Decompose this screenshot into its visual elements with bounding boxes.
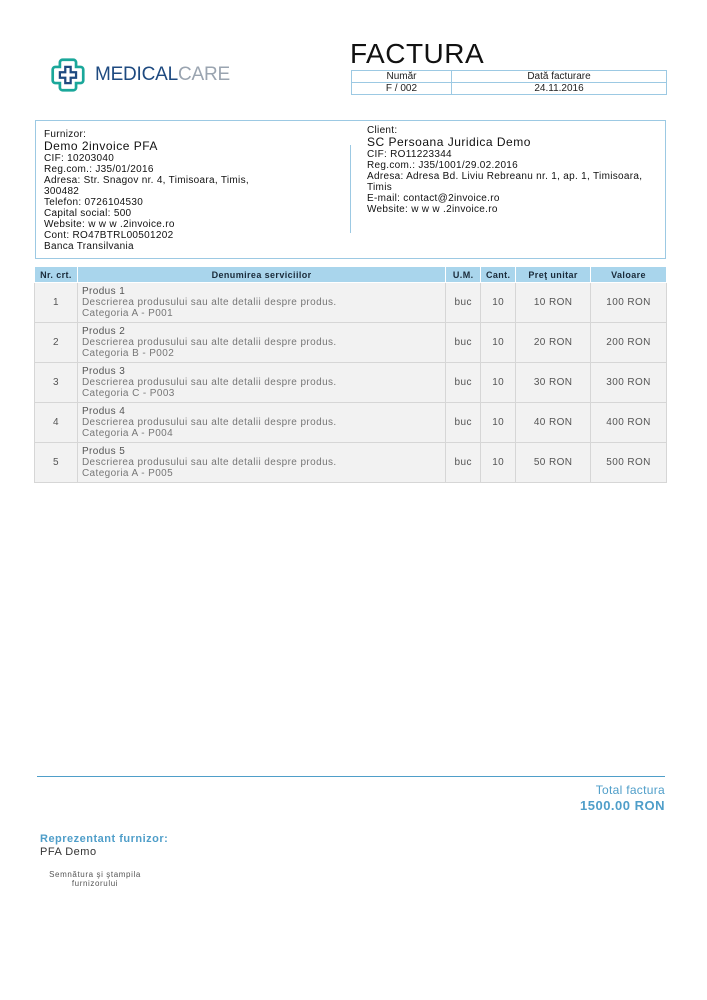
- col-header-um: U.M.: [446, 267, 481, 283]
- row-nr: 5: [35, 443, 78, 483]
- row-nr: 2: [35, 323, 78, 363]
- client-cif: CIF: RO11223344: [367, 149, 452, 160]
- signature-line2: furnizorului: [71, 879, 119, 888]
- row-um: buc: [446, 363, 481, 403]
- row-description-cell: [77, 443, 445, 483]
- client-address-line2: Timis: [367, 182, 393, 193]
- supplier-capital: Capital social: 500: [44, 208, 132, 219]
- product-description: Descrierea produsului sau alte detalii despre produs.: [81, 337, 337, 348]
- parties-divider: [350, 145, 351, 233]
- row-price: 20 RON: [516, 323, 591, 363]
- col-header-name: Denumirea serviciilor: [77, 267, 445, 283]
- items-header-row: [35, 267, 667, 283]
- table-row: [35, 323, 667, 363]
- row-description-cell: [77, 323, 445, 363]
- row-um: buc: [446, 403, 481, 443]
- product-description: Descrierea produsului sau alte detalii despre produs.: [81, 297, 337, 308]
- row-description-cell: [77, 363, 445, 403]
- product-name: Produs 2: [81, 326, 126, 337]
- table-row: [35, 403, 667, 443]
- row-price: 10 RON: [516, 283, 591, 323]
- invoice-number: F / 002: [352, 83, 452, 95]
- row-description-cell: [77, 283, 445, 323]
- invoice-number-label: Număr: [352, 71, 452, 83]
- supplier-account: Cont: RO47BTRL00501202: [44, 230, 174, 241]
- row-qty: 10: [481, 403, 516, 443]
- product-description: Descrierea produsului sau alte detalii despre produs.: [81, 417, 337, 428]
- col-header-price: Preţ unitar: [516, 267, 591, 283]
- row-value: 200 RON: [591, 323, 667, 363]
- col-header-qty: Cant.: [481, 267, 516, 283]
- invoice-date: 24.11.2016: [452, 83, 667, 95]
- invoice-meta-table: [351, 70, 667, 95]
- product-category: Categoria A - P005: [81, 468, 174, 479]
- row-nr: 1: [35, 283, 78, 323]
- row-value: 300 RON: [591, 363, 667, 403]
- invoice-date-label: Dată facturare: [452, 71, 667, 83]
- table-row: [35, 363, 667, 403]
- row-description-cell: [77, 403, 445, 443]
- logo-wordmark: [95, 64, 230, 86]
- row-nr: 4: [35, 403, 78, 443]
- supplier-block: [44, 129, 284, 252]
- total-value: 1500.00 RON: [580, 798, 665, 813]
- supplier-address-line2: 300482: [44, 186, 80, 197]
- client-name: SC Persoana Juridica Demo: [367, 135, 531, 149]
- row-um: buc: [446, 443, 481, 483]
- parties-box: [35, 120, 666, 259]
- col-header-nr: Nr. crt.: [35, 267, 78, 283]
- product-name: Produs 3: [81, 366, 126, 377]
- product-category: Categoria C - P003: [81, 388, 175, 399]
- medical-cross-logo-icon: [50, 56, 86, 94]
- product-category: Categoria B - P002: [81, 348, 175, 359]
- total-label: Total factura: [595, 783, 665, 797]
- representative-label: Reprezentant furnizor:: [40, 833, 169, 845]
- company-logo: [50, 55, 230, 95]
- product-category: Categoria A - P001: [81, 308, 174, 319]
- supplier-name: Demo 2invoice PFA: [44, 139, 158, 153]
- row-qty: 10: [481, 283, 516, 323]
- row-qty: 10: [481, 323, 516, 363]
- row-qty: 10: [481, 443, 516, 483]
- row-value: 500 RON: [591, 443, 667, 483]
- product-description: Descrierea produsului sau alte detalii despre produs.: [81, 377, 337, 388]
- row-price: 50 RON: [516, 443, 591, 483]
- product-category: Categoria A - P004: [81, 428, 174, 439]
- table-row: [35, 443, 667, 483]
- row-um: buc: [446, 283, 481, 323]
- signature-line1: Semnătura şi ştampila: [49, 870, 141, 879]
- product-name: Produs 4: [81, 406, 126, 417]
- items-table: [34, 266, 667, 483]
- supplier-phone: Telefon: 0726104530: [44, 197, 144, 208]
- row-value: 400 RON: [591, 403, 667, 443]
- client-block: [367, 125, 663, 215]
- row-um: buc: [446, 323, 481, 363]
- client-website: Website: w w w .2invoice.ro: [367, 204, 498, 215]
- client-email: E-mail: contact@2invoice.ro: [367, 193, 500, 204]
- invoice-title: FACTURA: [350, 38, 485, 69]
- product-name: Produs 1: [81, 286, 126, 297]
- table-row: [35, 283, 667, 323]
- col-header-value: Valoare: [591, 267, 667, 283]
- row-price: 30 RON: [516, 363, 591, 403]
- logo-medical-text: MEDICAL: [94, 64, 178, 85]
- client-regcom: Reg.com.: J35/1001/29.02.2016: [367, 160, 519, 171]
- product-name: Produs 5: [81, 446, 126, 457]
- row-value: 100 RON: [591, 283, 667, 323]
- supplier-cif: CIF: 10203040: [44, 153, 115, 164]
- supplier-website: Website: w w w .2invoice.ro: [44, 219, 175, 230]
- row-qty: 10: [481, 363, 516, 403]
- representative-name: PFA Demo: [40, 846, 97, 858]
- product-description: Descrierea produsului sau alte detalii despre produs.: [81, 457, 337, 468]
- client-label: Client:: [367, 125, 398, 136]
- logo-care-text: CARE: [178, 64, 230, 85]
- row-price: 40 RON: [516, 403, 591, 443]
- row-nr: 3: [35, 363, 78, 403]
- supplier-bank: Banca Transilvania: [44, 241, 134, 252]
- supplier-regcom: Reg.com.: J35/01/2016: [44, 164, 154, 175]
- supplier-address-line1: Adresa: Str. Snagov nr. 4, Timisoara, Timis,: [44, 175, 249, 186]
- signature-caption: [40, 870, 150, 888]
- total-divider: [37, 776, 665, 777]
- supplier-label: Furnizor:: [44, 129, 87, 140]
- client-address-line1: Adresa: Adresa Bd. Liviu Rebreanu nr. 1, ap. 1, Timisoara,: [367, 171, 643, 182]
